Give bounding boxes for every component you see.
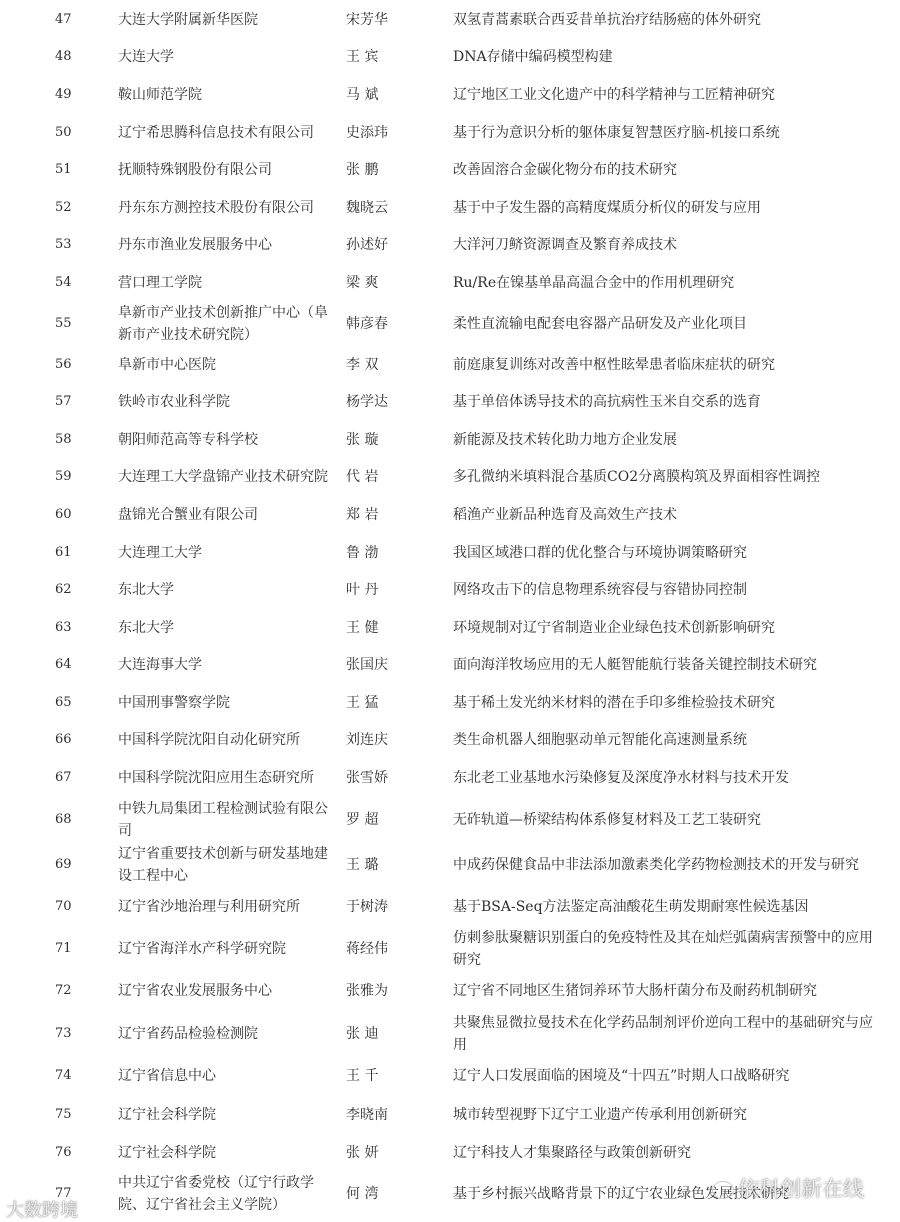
table-row xyxy=(0,609,900,647)
table-row xyxy=(0,227,900,265)
project-title: 城市转型视野下辽宁工业遗产传承利用创新研究 xyxy=(453,1106,747,1123)
row-number: 50 xyxy=(55,124,72,140)
organization: 东北大学 xyxy=(118,582,174,599)
project-title: 基于行为意识分析的躯体康复智慧医疗脑-机接口系统 xyxy=(453,124,780,141)
organization: 大连大学 xyxy=(118,49,174,66)
person-name: 鲁 渤 xyxy=(346,544,379,561)
table-row xyxy=(0,459,900,497)
organization: 东北大学 xyxy=(118,619,174,636)
table-row xyxy=(0,1012,900,1056)
row-number: 60 xyxy=(55,506,72,522)
table-row xyxy=(0,797,900,843)
person-name: 张 璇 xyxy=(346,431,379,448)
organization: 阜新市中心医院 xyxy=(118,356,216,373)
organization: 鞍山师范学院 xyxy=(118,86,202,103)
project-title: 柔性直流输电配套电容器产品研发及产业化项目 xyxy=(453,315,747,332)
row-number: 59 xyxy=(55,469,72,485)
row-number: 67 xyxy=(55,770,72,786)
table-row xyxy=(0,264,900,302)
person-name: 张雪娇 xyxy=(346,770,388,787)
organization: 抚顺特殊钢股份有限公司 xyxy=(118,162,272,179)
organization: 朝阳师范高等专科学校 xyxy=(118,431,258,448)
row-number: 54 xyxy=(55,274,72,290)
project-title: 网络攻击下的信息物理系统容侵与容错协同控制 xyxy=(453,582,747,599)
row-number: 71 xyxy=(55,940,72,956)
project-title: DNA存储中编码模型构建 xyxy=(453,49,613,66)
organization: 中国科学院沈阳应用生态研究所 xyxy=(118,770,314,787)
row-number: 62 xyxy=(55,582,72,598)
person-name: 代 岩 xyxy=(346,469,379,486)
person-name: 张 鹏 xyxy=(346,162,379,179)
project-title: 稻渔产业新品种选育及高效生产技术 xyxy=(453,506,677,523)
table-row xyxy=(0,114,900,152)
organization: 中铁九局集团工程检测试验有限公司 xyxy=(118,800,328,839)
organization: 辽宁省信息中心 xyxy=(118,1067,216,1084)
person-name: 何 湾 xyxy=(346,1186,379,1203)
project-title: 辽宁省不同地区生猪饲养环节大肠杆菌分布及耐药机制研究 xyxy=(453,983,817,1000)
organization: 营口理工学院 xyxy=(118,274,202,291)
project-title: 辽宁科技人才集聚路径与政策创新研究 xyxy=(453,1144,691,1161)
wechat-icon xyxy=(712,1181,734,1199)
project-title: 辽宁人口发展面临的困境及“十四五”时期人口战略研究 xyxy=(453,1067,790,1084)
table-row xyxy=(0,534,900,572)
table-row xyxy=(0,1134,900,1172)
row-number: 48 xyxy=(55,49,72,65)
table-row xyxy=(0,151,900,189)
table-row xyxy=(0,383,900,421)
row-number: 58 xyxy=(55,431,72,447)
person-name: 王 健 xyxy=(346,619,379,636)
table-row xyxy=(0,76,900,114)
table-row xyxy=(0,302,900,346)
person-name: 杨学达 xyxy=(346,394,388,411)
table-row xyxy=(0,927,900,971)
table-row xyxy=(0,887,900,927)
table-row xyxy=(0,971,900,1012)
table-row xyxy=(0,684,900,722)
row-number: 70 xyxy=(55,898,72,914)
row-number: 64 xyxy=(55,657,72,673)
organization: 阜新市产业技术创新推广中心（阜新市产业技术研究院） xyxy=(118,304,328,343)
table-row xyxy=(0,1,900,39)
organization: 大连理工大学盘锦产业技术研究院 xyxy=(118,469,328,486)
person-name: 张 迪 xyxy=(346,1025,379,1042)
project-title: 仿刺参肽聚糖识别蛋白的免疫特性及其在灿烂弧菌病害预警中的应用研究 xyxy=(453,929,873,968)
person-name: 孙述好 xyxy=(346,237,388,254)
person-name: 马 斌 xyxy=(346,86,379,103)
person-name: 罗 超 xyxy=(346,811,379,828)
project-title: 中成药保健食品中非法添加激素类化学药物检测技术的开发与研究 xyxy=(453,856,859,873)
row-number: 66 xyxy=(55,732,72,748)
row-number: 52 xyxy=(55,199,72,215)
person-name: 魏晓云 xyxy=(346,199,388,216)
project-title: 基于BSA-Seq方法鉴定高油酸花生萌发期耐寒性候选基因 xyxy=(453,898,809,915)
organization: 辽宁省海洋水产科学研究院 xyxy=(118,940,286,957)
organization: 辽宁省农业发展服务中心 xyxy=(118,983,272,1000)
person-name: 于树涛 xyxy=(346,898,388,915)
person-name: 张雅为 xyxy=(346,983,388,1000)
project-title: 多孔微纳米填料混合基质CO2分离膜构筑及界面相容性调控 xyxy=(453,469,821,486)
row-number: 77 xyxy=(55,1186,72,1202)
project-title: 基于乡村振兴战略背景下的辽宁农业绿色发展技术研究 xyxy=(453,1186,789,1203)
row-number: 75 xyxy=(55,1106,72,1122)
row-number: 72 xyxy=(55,983,72,999)
project-title: 辽宁地区工业文化遗产中的科学精神与工匠精神研究 xyxy=(453,86,775,103)
organization: 辽宁省药品检验检测院 xyxy=(118,1025,258,1042)
row-number: 53 xyxy=(55,237,72,253)
table-row xyxy=(0,39,900,77)
table-row xyxy=(0,1056,900,1096)
organization: 辽宁社会科学院 xyxy=(118,1106,216,1123)
person-name: 梁 爽 xyxy=(346,274,379,291)
person-name: 王 宾 xyxy=(346,49,379,66)
organization: 大连大学附属新华医院 xyxy=(118,11,258,28)
organization: 中国科学院沈阳自动化研究所 xyxy=(118,732,300,749)
project-list-table xyxy=(0,1,900,1217)
project-title: 改善固溶合金碳化物分布的技术研究 xyxy=(453,162,677,179)
person-name: 李晓南 xyxy=(346,1106,388,1123)
project-title: Ru/Re在镍基单晶高温合金中的作用机理研究 xyxy=(453,274,735,291)
table-row xyxy=(0,346,900,384)
table-row xyxy=(0,1096,900,1134)
table-row xyxy=(0,722,900,760)
table-row xyxy=(0,571,900,609)
organization: 铁岭市农业科学院 xyxy=(118,394,230,411)
project-title: 我国区域港口群的优化整合与环境协调策略研究 xyxy=(453,544,747,561)
organization: 大连海事大学 xyxy=(118,657,202,674)
table-row xyxy=(0,189,900,227)
organization: 辽宁希思腾科信息技术有限公司 xyxy=(118,124,314,141)
watermark-right-text: 依科创新在线 xyxy=(738,1177,864,1201)
project-title: 类生命机器人细胞驱动单元智能化高速测量系统 xyxy=(453,732,747,749)
row-number: 69 xyxy=(55,856,72,872)
project-title: 东北老工业基地水污染修复及深度净水材料与技术开发 xyxy=(453,770,789,787)
project-title: 前庭康复训练对改善中枢性眩晕患者临床症状的研究 xyxy=(453,356,775,373)
project-title: 基于单倍体诱导技术的高抗病性玉米自交系的选育 xyxy=(453,394,761,411)
person-name: 王 璐 xyxy=(346,856,379,873)
row-number: 76 xyxy=(55,1144,72,1160)
project-title: 大洋河刀鲚资源调查及繁育养成技术 xyxy=(453,237,677,254)
project-title: 环境规制对辽宁省制造业企业绿色技术创新影响研究 xyxy=(453,619,775,636)
organization: 中共辽宁省委党校（辽宁行政学院、辽宁省社会主义学院） xyxy=(118,1175,314,1214)
project-title: 基于稀土发光纳米材料的潜在手印多维检验技术研究 xyxy=(453,694,775,711)
organization: 丹东市渔业发展服务中心 xyxy=(118,237,272,254)
person-name: 王 千 xyxy=(346,1067,379,1084)
person-name: 王 猛 xyxy=(346,694,379,711)
row-number: 57 xyxy=(55,394,72,410)
organization: 丹东东方测控技术股份有限公司 xyxy=(118,199,314,216)
table-body xyxy=(0,1,900,1217)
organization: 辽宁省重要技术创新与研发基地建设工程中心 xyxy=(118,845,328,884)
watermark-left: 大数跨境 xyxy=(6,1200,78,1221)
person-name: 张国庆 xyxy=(346,657,388,674)
person-name: 叶 丹 xyxy=(346,582,379,599)
person-name: 李 双 xyxy=(346,356,379,373)
row-number: 73 xyxy=(55,1025,72,1041)
project-title: 面向海洋牧场应用的无人艇智能航行装备关键控制技术研究 xyxy=(453,657,817,674)
organization: 中国刑事警察学院 xyxy=(118,694,230,711)
table-row xyxy=(0,647,900,685)
table-row xyxy=(0,496,900,534)
project-title: 共聚焦显微拉曼技术在化学药品制剂评价逆向工程中的基础研究与应用 xyxy=(453,1014,873,1053)
row-number: 55 xyxy=(55,315,72,331)
row-number: 49 xyxy=(55,86,72,102)
person-name: 蒋经伟 xyxy=(346,940,388,957)
row-number: 68 xyxy=(55,811,72,827)
project-title: 双氢青蒿素联合西妥昔单抗治疗结肠癌的体外研究 xyxy=(453,11,761,28)
project-title: 新能源及技术转化助力地方企业发展 xyxy=(453,431,677,448)
person-name: 韩彦春 xyxy=(346,315,388,332)
row-number: 74 xyxy=(55,1067,72,1083)
table-row xyxy=(0,843,900,887)
person-name: 史添玮 xyxy=(346,124,388,141)
person-name: 张 妍 xyxy=(346,1144,379,1161)
organization: 辽宁省沙地治理与利用研究所 xyxy=(118,898,300,915)
row-number: 51 xyxy=(55,162,72,178)
organization: 辽宁社会科学院 xyxy=(118,1144,216,1161)
row-number: 61 xyxy=(55,544,72,560)
row-number: 63 xyxy=(55,619,72,635)
table-row xyxy=(0,759,900,797)
person-name: 宋芳华 xyxy=(346,11,388,28)
table-row xyxy=(0,421,900,459)
row-number: 56 xyxy=(55,356,72,372)
organization: 大连理工大学 xyxy=(118,544,202,561)
row-number: 65 xyxy=(55,694,72,710)
watermark-right xyxy=(712,1173,864,1203)
person-name: 郑 岩 xyxy=(346,506,379,523)
project-title: 基于中子发生器的高精度煤质分析仪的研发与应用 xyxy=(453,199,761,216)
organization: 盘锦光合蟹业有限公司 xyxy=(118,506,258,523)
row-number: 47 xyxy=(55,11,72,27)
project-title: 无砟轨道—桥梁结构体系修复材料及工艺工装研究 xyxy=(453,811,761,828)
person-name: 刘连庆 xyxy=(346,732,388,749)
